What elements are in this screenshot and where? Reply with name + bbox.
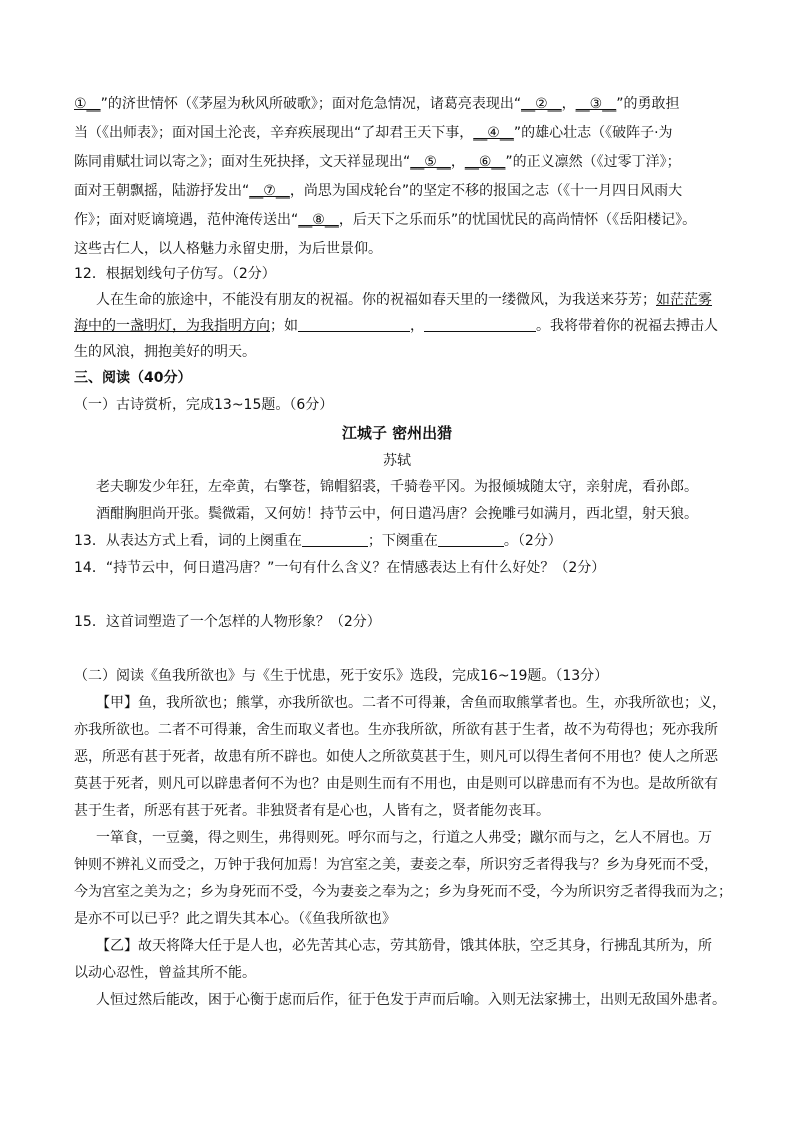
poem-line: 老夫聊发少年狂，左牵黄，右擎苍，锦帽貂裘，千骑卷平冈。为报倾城随太守，亲射虎，看孙郎。 xyxy=(96,479,698,495)
text-run: ”的正义凛然（《过零丁洋》； xyxy=(505,154,681,170)
underlined-sentence: 海中的一盏明灯，为我指明方向 xyxy=(74,318,270,334)
answer-blank-7: __⑦__ xyxy=(249,183,290,199)
answer-blank-5: __⑤__ xyxy=(410,154,451,170)
text-run: 作》；面对贬谪境遇，范仲淹传送出“ xyxy=(74,212,299,228)
text-run: 面对王朝飘摇，陆游抒发出“ xyxy=(74,183,250,199)
question-14: 14．“持节云中，何日遣冯唐？”一句有什么含义？在情感表达上有什么好处？（2分） xyxy=(74,560,606,576)
text-run: 陈同甫赋壮词以寄之》；面对生死抉择，文天祥显现出“ xyxy=(74,154,411,170)
text-run: 当（《出师表》；面对国土沦丧，辛弃疾展现出“了却君王天下事， xyxy=(74,125,474,141)
text-run: 人在生命的旅途中，不能没有朋友的祝福。你的祝福如春天里的一缕微风，为我送来芬芳； xyxy=(96,292,656,308)
passage-line: 人恒过然后能改，困于心衡于虑而后作，征于色发于声而后喻。入则无法家拂士，出则无敌国外患者。 xyxy=(96,992,726,1008)
question-15: 15．这首词塑造了一个怎样的人物形象？（2分） xyxy=(74,614,381,630)
subsection-heading: （一）古诗赏析，完成13~15题。（6分） xyxy=(74,397,334,413)
passage-line: 钟则不辨礼义而受之，万钟于我何加焉！为宫室之美，妻妾之奉，所识穷乏者得我与？乡为身死而不受， xyxy=(74,857,718,873)
passage-line: 亦我所欲也。二者不可得兼，舍生而取义者也。生亦我所欲，所欲有甚于生者，故不为苟得也；死亦我所 xyxy=(74,722,718,738)
text-line xyxy=(74,95,679,113)
passage-line: 今为宫室之美为之；乡为身死而不受，今为妻妾之奉为之；乡为身死而不受，今为所识穷乏者得我而为之； xyxy=(74,884,732,900)
text-run: ”的勇敢担 xyxy=(616,96,680,112)
text-line xyxy=(74,124,673,142)
answer-blank-6: __⑥__ xyxy=(464,154,506,170)
poem-line: 酒酣胸胆尚开张。鬓微霜，又何妨！持节云中，何日遣冯唐？会挽雕弓如满月，西北望，射天狼。 xyxy=(96,506,698,522)
text-line xyxy=(96,291,712,309)
text-run: ， xyxy=(410,318,424,334)
answer-blank-1: ①__ xyxy=(74,96,101,112)
text-run: 13．从表达方式上看，词的上阕重在 xyxy=(74,533,302,549)
answer-line[interactable] xyxy=(424,317,536,332)
text-run: 。（2分） xyxy=(503,533,562,549)
answer-blank-2: __②__ xyxy=(521,96,562,112)
question-12: 12．根据划线句子仿写。（2分） xyxy=(74,266,276,282)
text-run: ；如 xyxy=(270,318,298,334)
text-line xyxy=(74,182,682,200)
passage-line: 【乙】故天将降大任于是人也，必先苦其心志，劳其筋骨，饿其体肤，空乏其身，行拂乱其所为，所 xyxy=(96,938,712,954)
text-line xyxy=(74,317,718,335)
section-heading: 三、阅读（40分） xyxy=(74,370,192,386)
text-run: ”的济世情怀（《茅屋为秋风所破歌》；面对危急情况，诸葛亮表现出“ xyxy=(100,96,522,112)
text-line xyxy=(74,211,696,229)
answer-line[interactable] xyxy=(438,532,504,547)
text-run: 。我将带着你的祝福去搏击人 xyxy=(536,318,718,334)
text-run: ， xyxy=(561,96,576,112)
poem-author: 苏轼 xyxy=(383,453,411,469)
subsection-heading: （二）阅读《鱼我所欲也》与《生于忧患，死于安乐》选段，完成16~19题。（13分） xyxy=(74,668,609,684)
passage-line: 一箪食，一豆羹，得之则生，弗得则死。呼尔而与之，行道之人弗受；蹴尔而与之，乞人不屑也。万 xyxy=(96,830,712,846)
underlined-sentence: 如茫茫雾 xyxy=(656,292,712,308)
passage-line: 【甲】鱼，我所欲也；熊掌，亦我所欲也。二者不可得兼，舍鱼而取熊掌者也。生，亦我所欲也；义， xyxy=(96,695,726,711)
text-run: ；下阕重在 xyxy=(367,533,438,549)
answer-blank-3: __③__ xyxy=(575,96,617,112)
passage-line: 以动心忍性，曾益其所不能。 xyxy=(74,965,256,981)
text-run: ”的雄心壮志（《破阵子·为 xyxy=(513,125,673,141)
answer-line[interactable] xyxy=(298,317,410,332)
answer-line[interactable] xyxy=(302,532,368,547)
question-13 xyxy=(74,532,562,550)
text-run: ，尚思为国戍轮台”的坚定不移的报国之志（《十一月四日风雨大 xyxy=(289,183,683,199)
answer-blank-8: __⑧__ xyxy=(298,212,339,228)
poem-title: 江城子 密州出猎 xyxy=(341,424,453,442)
passage-line: 莫甚于死者，则凡可以辟患者何不为也？由是则生而有不用也，由是则可以辟患而有不为也。是故所欲有 xyxy=(74,776,718,792)
answer-blank-4: __④__ xyxy=(473,125,514,141)
text-run: ， xyxy=(450,154,465,170)
passage-line: 是亦不可以已乎？此之谓失其本心。（《鱼我所欲也》 xyxy=(74,911,396,927)
text-line: 生的风浪，拥抱美好的明天。 xyxy=(74,344,256,360)
passage-line: 甚于生者，所恶有甚于死者。非独贤者有是心也，人皆有之，贤者能勿丧耳。 xyxy=(74,803,550,819)
text-line: 这些古仁人，以人格魅力永留史册，为后世景仰。 xyxy=(74,241,382,257)
text-line xyxy=(74,153,681,171)
passage-line: 恶，所恶有甚于死者，故患有所不辟也。如使人之所欲莫甚于生，则凡可以得生者何不用也？使人之所恶 xyxy=(74,749,718,765)
text-run: ，后天下之乐而乐”的忧国忧民的高尚情怀（《岳阳楼记》。 xyxy=(338,212,697,228)
